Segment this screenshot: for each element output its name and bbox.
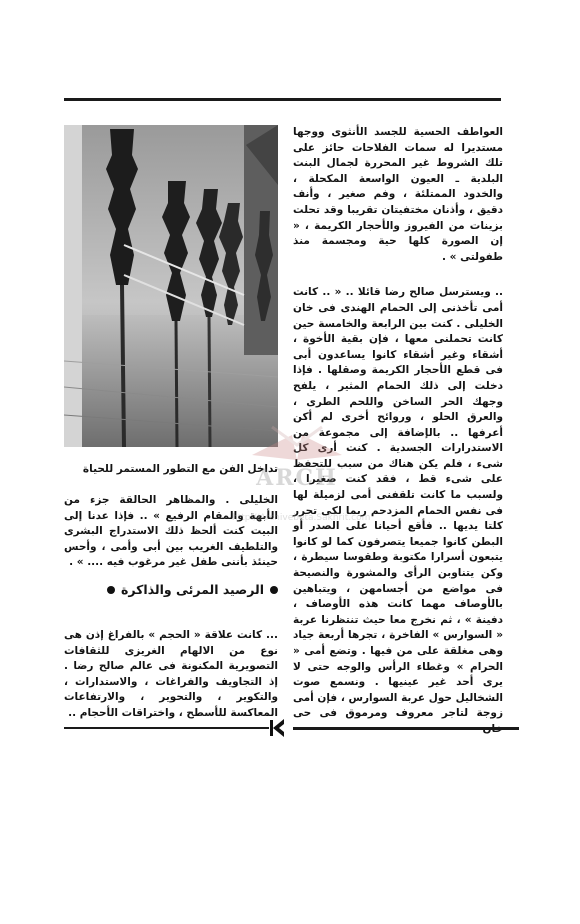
article-paragraph: .. ويسترسل صالح رضا قائلا .. « .. كانت أمى تأخذنى إلى الحمام الهندى فى خان الخليلى . كنت بين الرابعة والخامسة حين كانت تحملنى معها ، فإن بقية الأخوة ، أشقاء وغير أشقاء كانوا يساعدون أبى فى قطع الأحجار الكريمة وصقلها . فإذا دخلت إلى ذلك الحمام المثير ، يلفح وجهك الحر الساخن واللحم الطرى ، والعرق الحلو ، وروائح أخرى لم أكن أعرفها .. بالإضافة إلى مجموعة من الاستدرارات الجسدية . كنت أرى كل شىء ، فلم يكن هناك من سبب للتحفظ على شىء قط ، فقد كنت صغيرا ، ولسبب ما كانت تلقفنى أمى لزميلة لها فى نفس الحمام المزدحم ربما لكى تحرر كلتا يديها .. فأقع أحيانا على الصدر أو البطن كانوا جميعا يتصرفون كما لو كانوا يتبعون أسرارا مكتوبة وطقوسا سيطرة ، وكن يتناوبن الرأى والمشورة والنصيحة فى مواضع من أجسامهن ، ويتباهين بالأوصاف مهما كانت هذه الأوصاف ، دفينة » ، ثم نخرج معا حيث تنتظرنا عربة « السوارس » الفاخرة ، تجرها أربعة جياد وهى مغلقة على من فيها . وتضع أمى « الحرام » وغطاء الرأس والوجه حتى لا يرى أحد غير عينيها . ونسمع صوت الشخاليل حول عربة السوارس ، فإن أمى زوجة لتاجر معروف ومرموق فى حى: [293, 286, 503, 720]
bottom-rule-left: [64, 727, 269, 729]
watermark-url: http://Archivebeta.Sakhrit.com: [232, 513, 371, 523]
sculpture-photo: [64, 125, 278, 447]
article-column-left-top: [64, 493, 278, 571]
watermark-text: ARCH: [256, 465, 338, 491]
photo-caption: تداخل الفن مع التطور المستمر للحياة: [82, 463, 278, 475]
article-column-left-bottom: [64, 628, 278, 722]
top-rule: [64, 98, 501, 101]
bottom-rule: [293, 727, 519, 730]
section-subheading-text: الرصيد المرئى والذاكرة: [120, 582, 264, 597]
article-paragraph: ... كانت علاقة « الحجم » بالفراغ إذن هى نوع من الالهام الغريزى للثقافات التصويرية المكنونة فى عالم صالح رضا . إذ التجاويف والفراغات ، والاستدارات ، والتكوير ، والتحوير ، والارتفاعات المعاكسة للأسطح ، واختراقات الأحجام ..: [64, 629, 278, 719]
article-column-right: [293, 125, 503, 738]
section-subheading: [64, 582, 278, 597]
page-end-mark-icon: [268, 717, 290, 739]
bullet-icon: [107, 586, 115, 594]
article-paragraph: الخليلى . والمظاهر الحالقة جزء من الأبهة والمقام الرفيع » .. فإذا عدنا إلى البيت كنت ألحظ ذلك الاستدراج البشرى والتلطيف الغريب بين أبى وأمى ، وأحس حينئذ بأننى طفل غير مرغوب فيه .... » .: [64, 494, 278, 569]
bullet-icon: [270, 586, 278, 594]
article-paragraph: العواطف الحسية للجسد الأنثوى ووجها مستديرا له سمات الفلاحات حائز على تلك الشروط غير المحررة لجمال البنت البلدية ـ العيون الواسعة المكحلة ، والخدود الممتلئة ، وفم صغير ، وأنف دقيق ، وأذنان مختفيتان تقريبا وقد تحلت بزينات من الفيروز والأحجار الكريمة ، « إن الصورة كلها حية ومجسمة منذ طفولتى » .: [293, 126, 503, 263]
sculpture-photo-image: [64, 125, 278, 447]
